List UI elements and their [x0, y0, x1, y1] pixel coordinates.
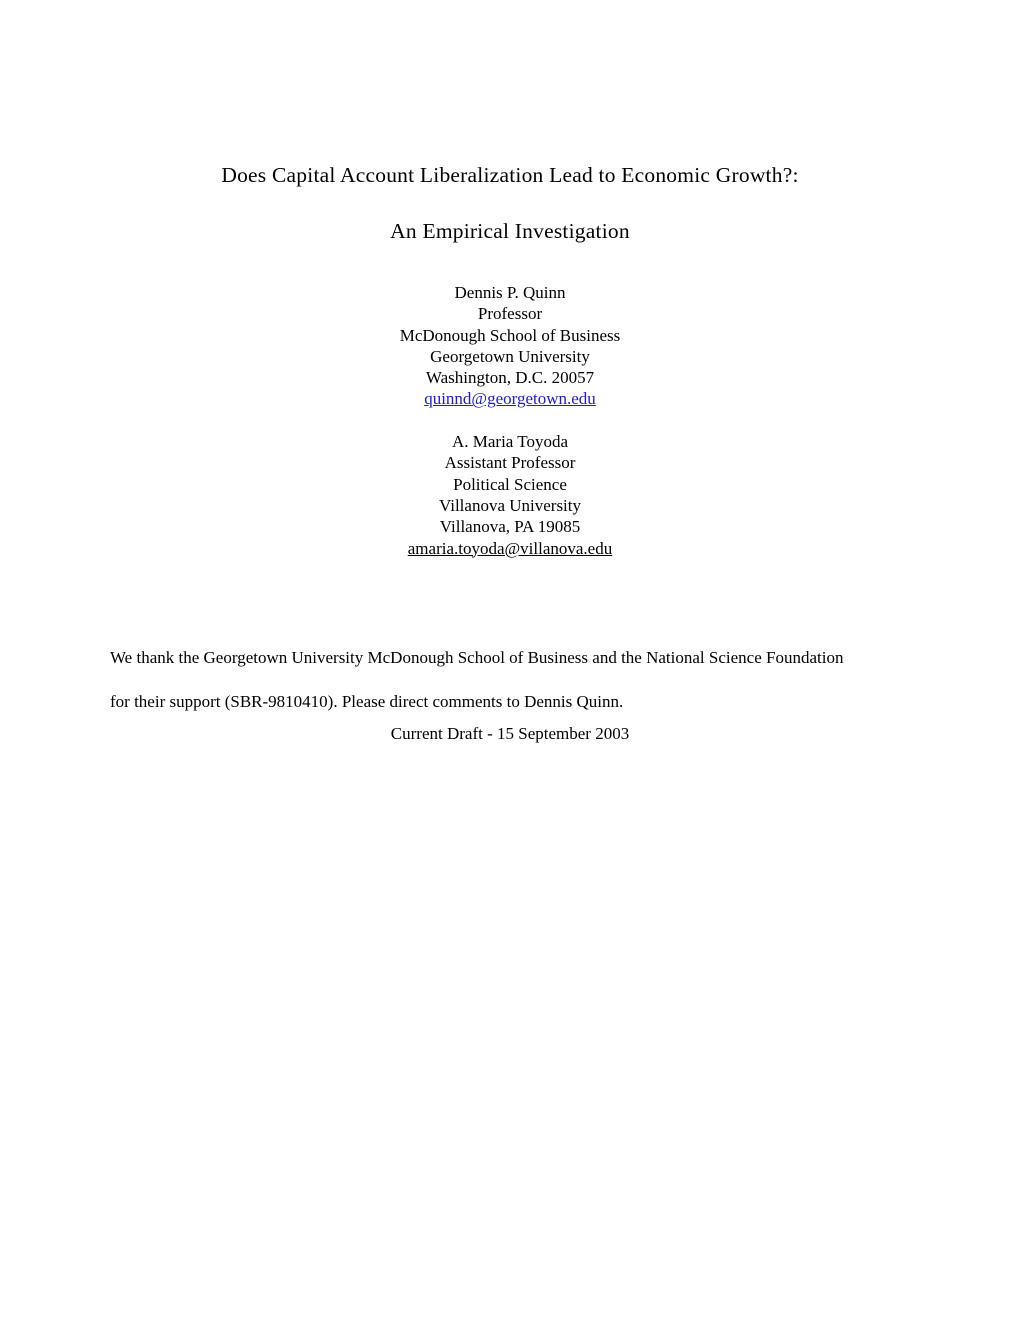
draft-date: Current Draft - 15 September 2003	[390, 724, 630, 743]
author-affiliation-line: Professor	[477, 304, 543, 324]
author-name: Dennis P. Quinn	[454, 283, 566, 302]
author-affiliation-line: Political Science	[453, 474, 567, 494]
acknowledgment-block	[110, 636, 910, 724]
author-email-line	[110, 388, 910, 409]
paper-title	[110, 165, 910, 242]
email-link-toyoda[interactable]: amaria.toyoda@villanova.edu	[407, 538, 613, 558]
author-email-line	[110, 538, 910, 559]
acknowledgment-line-2: for their support (SBR-9810410). Please direct comments to Dennis Quinn.	[110, 692, 624, 711]
author-affiliation-line: McDonough School of Business	[399, 325, 621, 345]
acknowledgment-line-1: We thank the Georgetown University McDonough School of Business and the National Science Foundation	[110, 648, 844, 667]
author-affiliation-line: Villanova, PA 19085	[439, 517, 581, 537]
author-block	[110, 282, 910, 559]
title-line-2: An Empirical Investigation	[390, 218, 630, 243]
author-affiliation-line: Villanova University	[438, 495, 582, 515]
title-line-1: Does Capital Account Liberalization Lead to Economic Growth?:	[221, 163, 799, 187]
author-entry-2	[110, 431, 910, 559]
author-affiliation-line: Georgetown University	[430, 346, 590, 366]
author-spacer	[110, 410, 910, 431]
author-name: A. Maria Toyoda	[451, 432, 569, 452]
author-affiliation-line: Washington, D.C. 20057	[425, 368, 595, 388]
email-link-quinn[interactable]: quinnd@georgetown.edu	[424, 389, 596, 409]
author-affiliation-line: Assistant Professor	[444, 453, 576, 473]
author-entry-1	[110, 282, 910, 410]
